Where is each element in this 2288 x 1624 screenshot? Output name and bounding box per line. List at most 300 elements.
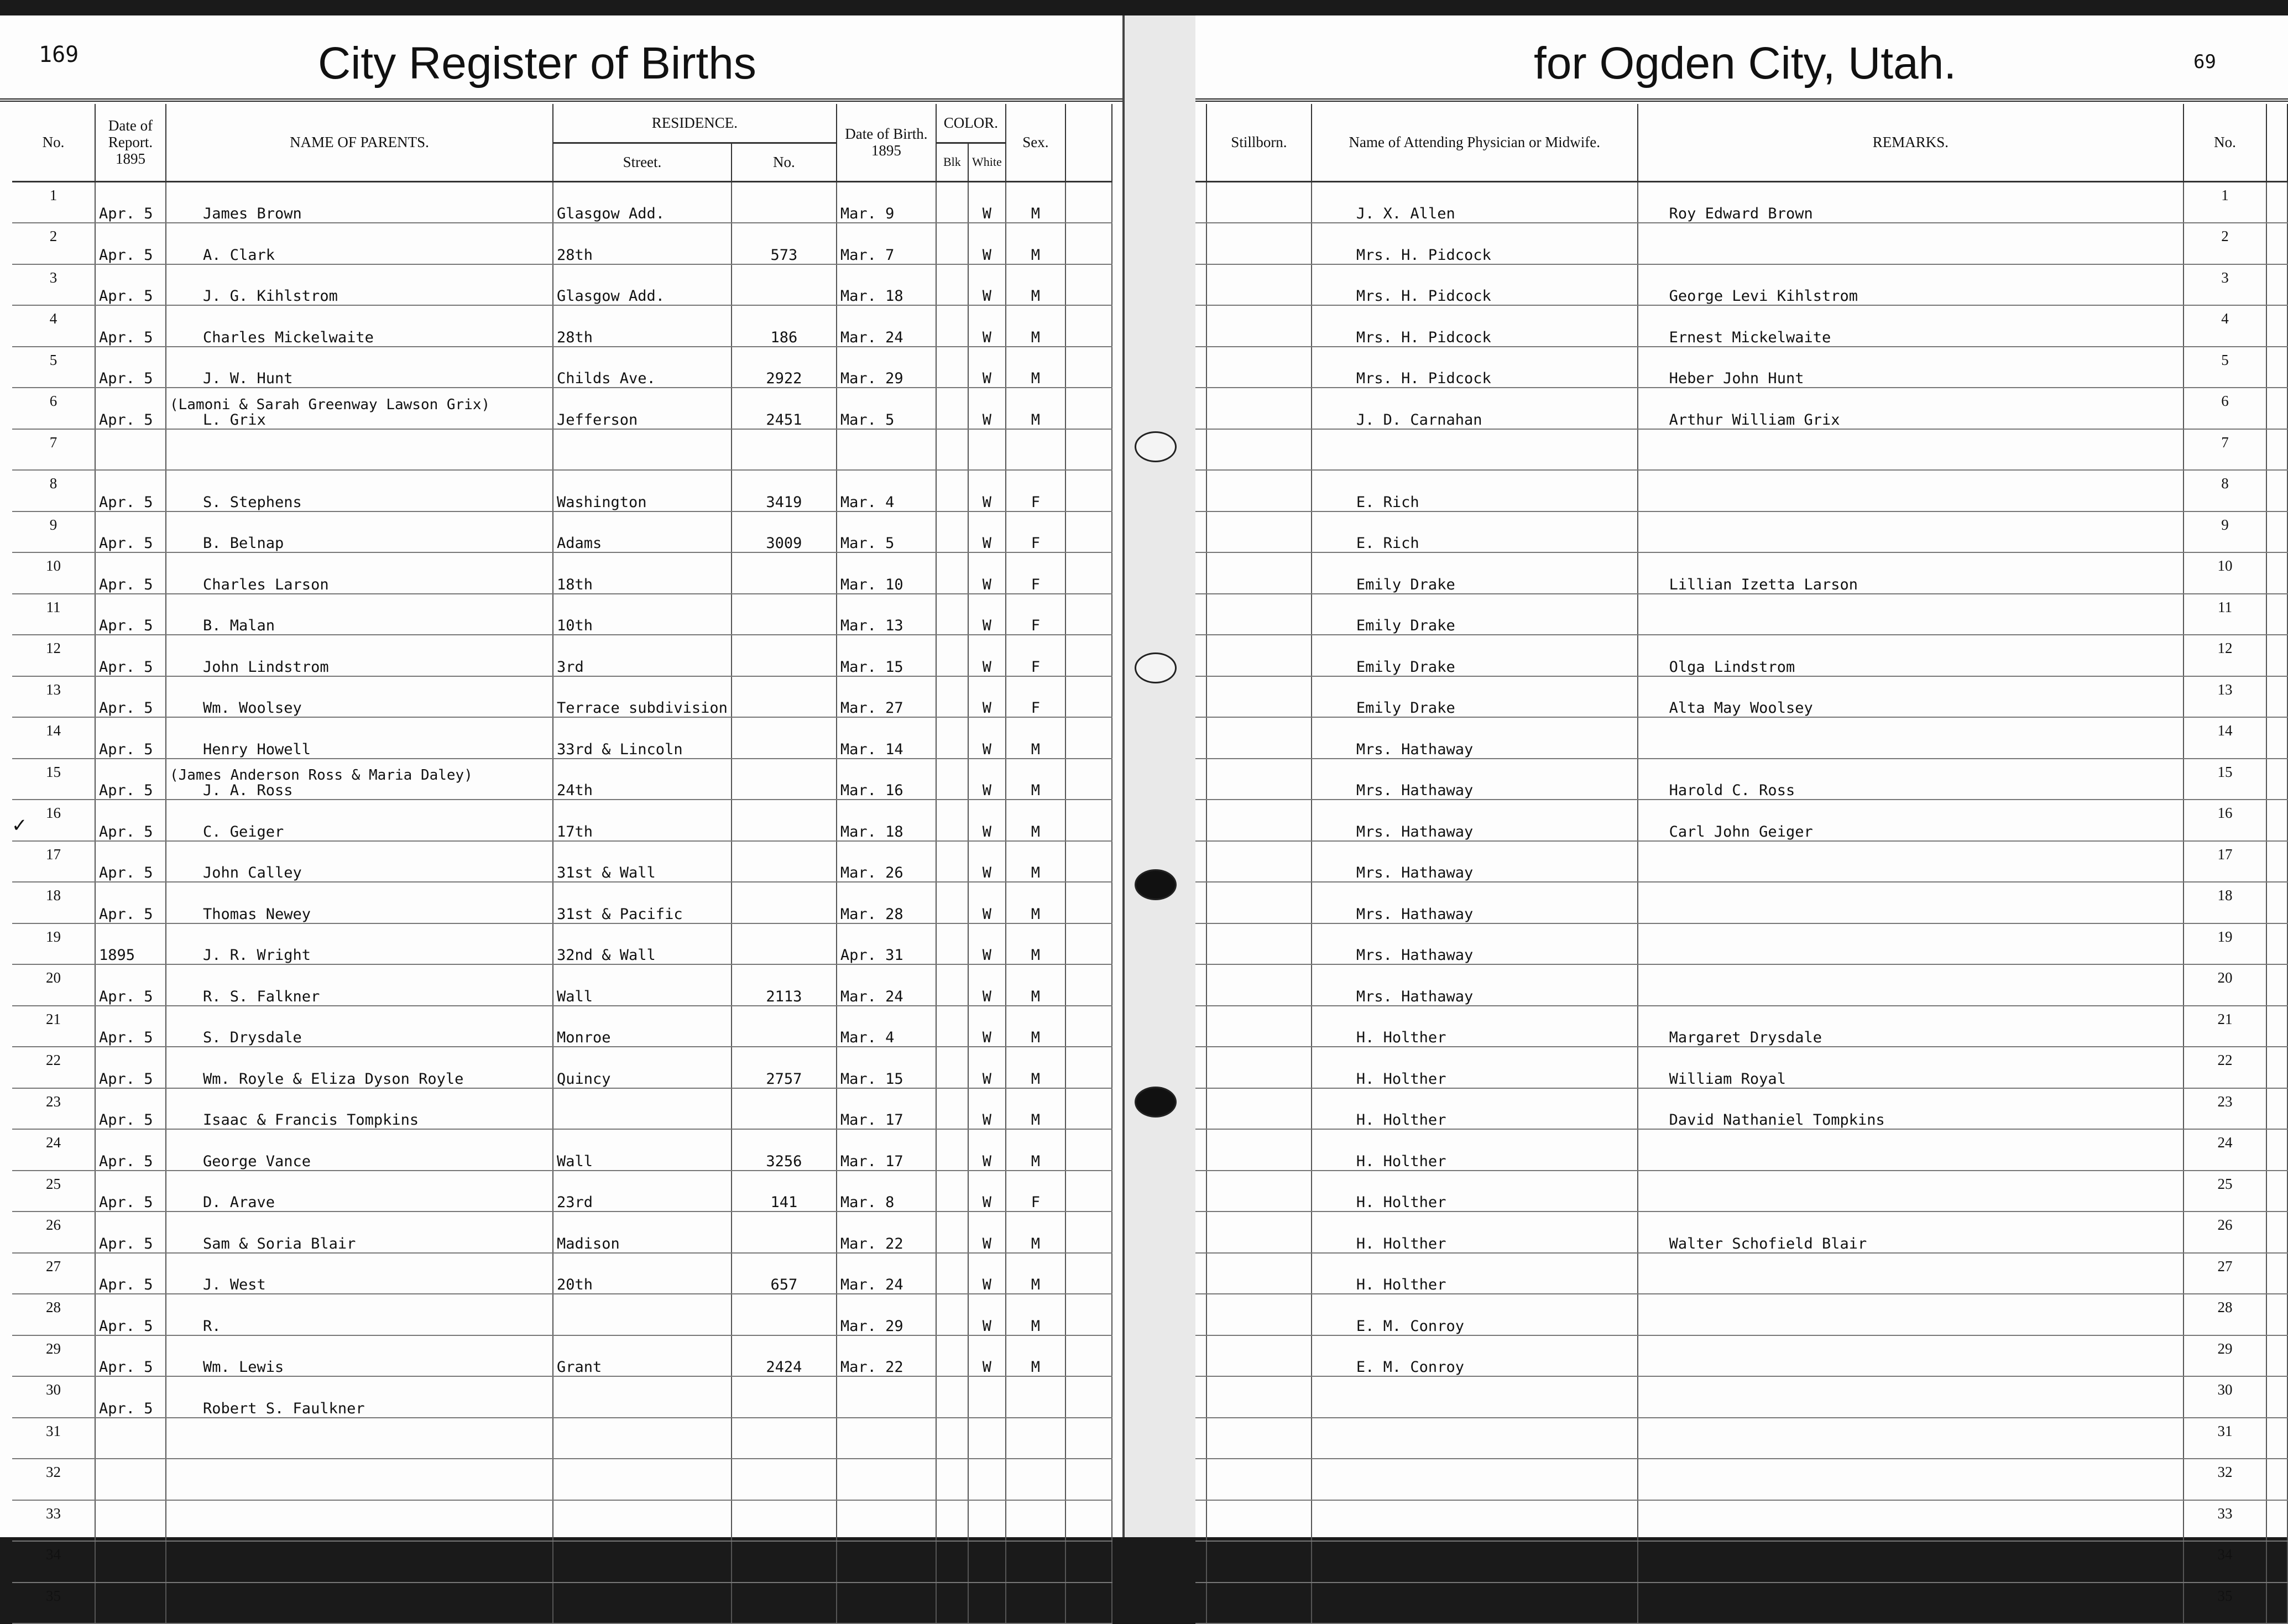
color-white: W (968, 181, 1006, 223)
margin (1195, 1006, 1206, 1047)
street: Madison (553, 1212, 732, 1253)
physician: E. Rich (1312, 511, 1638, 553)
sex (1006, 1459, 1065, 1500)
stillborn (1206, 181, 1312, 223)
color-blk (936, 1006, 968, 1047)
color-white: W (968, 882, 1006, 923)
table-row (1195, 1459, 2287, 1500)
entry-no: 20 (2183, 964, 2266, 1006)
margin (1195, 800, 1206, 841)
parents-note: (Lamoni & Sarah Greenway Lawson Grix) (170, 396, 490, 413)
stillborn (1206, 223, 1312, 264)
entry-no: 25 (2183, 1171, 2266, 1212)
color-blk (936, 759, 968, 800)
entry-no: 22 (12, 1047, 95, 1088)
date-of-report (95, 429, 166, 471)
col-header-date-of-birth: Date of Birth. 1895 (837, 104, 936, 181)
entry-no: 21 (12, 1006, 95, 1047)
date-of-birth: Mar. 16 (837, 759, 936, 800)
blank (1065, 1006, 1112, 1047)
color-white: W (968, 470, 1006, 511)
margin (1195, 552, 1206, 594)
entry-no: 1 (2183, 181, 2266, 223)
color-blk (936, 511, 968, 553)
name-of-parents: R. (166, 1294, 553, 1335)
edge (2266, 1583, 2287, 1624)
table-row (1195, 923, 2287, 965)
street-no (732, 882, 837, 923)
date-of-birth: Mar. 26 (837, 841, 936, 883)
physician: Mrs. Hathaway (1312, 800, 1638, 841)
name-of-parents (166, 1500, 553, 1542)
color-blk (936, 1541, 968, 1583)
sex: M (1006, 347, 1065, 388)
color-blk (936, 676, 968, 718)
table-row (12, 800, 1112, 841)
edge (2266, 1459, 2287, 1500)
remarks (1638, 470, 2183, 511)
blank (1065, 635, 1112, 676)
physician: Mrs. Hathaway (1312, 964, 1638, 1006)
date-of-birth: Mar. 17 (837, 1088, 936, 1130)
physician: H. Holther (1312, 1171, 1638, 1212)
date-of-report: Apr. 5 (95, 1212, 166, 1253)
edge (2266, 305, 2287, 347)
blank (1065, 1171, 1112, 1212)
color-white: W (968, 923, 1006, 965)
entry-no: 6 (12, 388, 95, 429)
date-of-birth: Mar. 5 (837, 511, 936, 553)
margin (1195, 223, 1206, 264)
color-blk (936, 1212, 968, 1253)
margin (1195, 429, 1206, 471)
edge (2266, 388, 2287, 429)
name-of-parents: Sam & Soria Blair (166, 1212, 553, 1253)
name-of-parents: John Calley (166, 841, 553, 883)
edge (2266, 1418, 2287, 1459)
margin (1195, 1583, 1206, 1624)
edge (2266, 1294, 2287, 1335)
physician: H. Holther (1312, 1088, 1638, 1130)
name-of-parents: Isaac & Francis Tompkins (166, 1088, 553, 1130)
date-of-report: Apr. 5 (95, 841, 166, 883)
color-blk (936, 388, 968, 429)
entry-no: 14 (2183, 717, 2266, 759)
entry-no: 27 (12, 1253, 95, 1294)
stillborn (1206, 1006, 1312, 1047)
street-no: 3009 (732, 511, 837, 553)
physician: Mrs. H. Pidcock (1312, 264, 1638, 306)
col-header-remarks: REMARKS. (1638, 104, 2183, 181)
name-of-parents: D. Arave (166, 1171, 553, 1212)
entry-no: 23 (12, 1088, 95, 1130)
street: 28th (553, 305, 732, 347)
blank (1065, 676, 1112, 718)
color-white: W (968, 1047, 1006, 1088)
remarks (1638, 1459, 2183, 1500)
table-row (12, 964, 1112, 1006)
street-no (732, 264, 837, 306)
blank (1065, 1212, 1112, 1253)
physician (1312, 1583, 1638, 1624)
color-blk (936, 1047, 968, 1088)
physician: Emily Drake (1312, 594, 1638, 635)
date-of-birth: Mar. 14 (837, 717, 936, 759)
color-blk (936, 800, 968, 841)
table-row (1195, 470, 2287, 511)
entry-no: 17 (12, 841, 95, 883)
blank (1065, 223, 1112, 264)
street-no: 2451 (732, 388, 837, 429)
name-of-parents: A. Clark (166, 223, 553, 264)
remarks: Carl John Geiger (1638, 800, 2183, 841)
date-of-report: Apr. 5 (95, 1253, 166, 1294)
edge (2266, 1376, 2287, 1418)
street-no: 573 (732, 223, 837, 264)
births-table-right (1195, 104, 2288, 1624)
sex: M (1006, 388, 1065, 429)
stillborn (1206, 305, 1312, 347)
sex: F (1006, 676, 1065, 718)
table-row (12, 635, 1112, 676)
physician: J. D. Carnahan (1312, 388, 1638, 429)
entry-no: 35 (12, 1583, 95, 1624)
entry-no: 15 (2183, 759, 2266, 800)
margin (1195, 1088, 1206, 1130)
entry-no: 31 (2183, 1418, 2266, 1459)
sex: M (1006, 1212, 1065, 1253)
table-row (12, 1583, 1112, 1624)
blank (1065, 1088, 1112, 1130)
stillborn (1206, 552, 1312, 594)
entry-no: 30 (2183, 1376, 2266, 1418)
street: Wall (553, 1129, 732, 1171)
margin (1195, 388, 1206, 429)
stillborn (1206, 1253, 1312, 1294)
edge (2266, 223, 2287, 264)
stillborn (1206, 594, 1312, 635)
entry-no: 13 (2183, 676, 2266, 718)
table-row (1195, 1376, 2287, 1418)
folio-left: 169 (39, 42, 79, 67)
physician (1312, 1376, 1638, 1418)
table-row (12, 1006, 1112, 1047)
street-no (732, 1294, 837, 1335)
color-white: W (968, 676, 1006, 718)
table-row (12, 1171, 1112, 1212)
street (553, 1583, 732, 1624)
edge (2266, 717, 2287, 759)
table-row (12, 882, 1112, 923)
street: Glasgow Add. (553, 264, 732, 306)
date-of-report (95, 1541, 166, 1583)
date-of-birth: Mar. 18 (837, 264, 936, 306)
entry-no: 34 (2183, 1541, 2266, 1583)
sex: M (1006, 1129, 1065, 1171)
sex: M (1006, 223, 1065, 264)
table-row (12, 1088, 1112, 1130)
blank (1065, 181, 1112, 223)
name-of-parents: (James Anderson Ross & Maria Daley) J. A. Ross (166, 759, 553, 800)
remarks (1638, 717, 2183, 759)
entry-no: 27 (2183, 1253, 2266, 1294)
entry-no: 2 (2183, 223, 2266, 264)
color-blk (936, 1129, 968, 1171)
date-of-report: Apr. 5 (95, 511, 166, 553)
remarks (1638, 1129, 2183, 1171)
table-row (12, 1459, 1112, 1500)
sex (1006, 1583, 1065, 1624)
date-of-birth: Mar. 17 (837, 1129, 936, 1171)
street-no (732, 635, 837, 676)
page-title-right: for Ogden City, Utah. (1534, 38, 1957, 88)
entry-no: 32 (2183, 1459, 2266, 1500)
entry-no: 28 (2183, 1294, 2266, 1335)
parents-note: (James Anderson Ross & Maria Daley) (170, 767, 473, 784)
sex: M (1006, 1335, 1065, 1377)
sex: M (1006, 1006, 1065, 1047)
date-of-birth (837, 1418, 936, 1459)
date-of-birth: Mar. 22 (837, 1335, 936, 1377)
birth-year: 1895 (871, 142, 901, 159)
blank (1065, 882, 1112, 923)
color-blk (936, 1418, 968, 1459)
table-row (12, 511, 1112, 553)
remarks: Walter Schofield Blair (1638, 1212, 2183, 1253)
physician: J. X. Allen (1312, 181, 1638, 223)
margin (1195, 594, 1206, 635)
table-row (12, 1500, 1112, 1542)
stillborn (1206, 264, 1312, 306)
name-of-parents (166, 1418, 553, 1459)
entry-no: 12 (12, 635, 95, 676)
date-of-birth: Mar. 4 (837, 470, 936, 511)
date-of-birth: Mar. 5 (837, 388, 936, 429)
table-row (12, 470, 1112, 511)
remarks (1638, 923, 2183, 965)
street: 28th (553, 223, 732, 264)
margin (1195, 1500, 1206, 1542)
date-of-birth (837, 429, 936, 471)
street: Grant (553, 1335, 732, 1377)
table-row (1195, 552, 2287, 594)
street (553, 1294, 732, 1335)
color-white (968, 1583, 1006, 1624)
binding-hole (1135, 869, 1177, 900)
edge (2266, 594, 2287, 635)
table-row (12, 717, 1112, 759)
margin (1195, 1459, 1206, 1500)
sex: M (1006, 800, 1065, 841)
binding-hole (1135, 652, 1177, 683)
date-of-birth: Mar. 7 (837, 223, 936, 264)
street: Adams (553, 511, 732, 553)
name-of-parents: John Lindstrom (166, 635, 553, 676)
name-of-parents: B. Malan (166, 594, 553, 635)
entry-no: 21 (2183, 1006, 2266, 1047)
blank (1065, 594, 1112, 635)
color-blk (936, 1171, 968, 1212)
table-row (1195, 305, 2287, 347)
stillborn (1206, 1583, 1312, 1624)
date-of-report: Apr. 5 (95, 1129, 166, 1171)
stillborn (1206, 841, 1312, 883)
name-of-parents: Robert S. Faulkner (166, 1376, 553, 1418)
entry-no: 24 (12, 1129, 95, 1171)
street-no: 186 (732, 305, 837, 347)
stillborn (1206, 1212, 1312, 1253)
entry-no: 32 (12, 1459, 95, 1500)
stillborn (1206, 470, 1312, 511)
street-no (732, 1500, 837, 1542)
edge (2266, 1500, 2287, 1542)
edge (2266, 800, 2287, 841)
color-blk (936, 264, 968, 306)
table-row (12, 305, 1112, 347)
entry-no: 5 (12, 347, 95, 388)
color-white: W (968, 1171, 1006, 1212)
date-of-report: Apr. 5 (95, 347, 166, 388)
entry-no: ✓ 16 (12, 800, 95, 841)
table-row (1195, 594, 2287, 635)
col-header-street-no: No. (732, 143, 837, 181)
street (553, 429, 732, 471)
street-no: 2113 (732, 964, 837, 1006)
color-white: W (968, 1253, 1006, 1294)
remarks (1638, 511, 2183, 553)
sex: M (1006, 1294, 1065, 1335)
physician: Mrs. Hathaway (1312, 759, 1638, 800)
stillborn (1206, 1541, 1312, 1583)
street: 31st & Wall (553, 841, 732, 883)
margin (1195, 759, 1206, 800)
entry-no: 7 (12, 429, 95, 471)
color-white: W (968, 841, 1006, 883)
color-white (968, 1376, 1006, 1418)
date-of-birth: Mar. 18 (837, 800, 936, 841)
physician: H. Holther (1312, 1253, 1638, 1294)
street-no (732, 717, 837, 759)
table-row (1195, 717, 2287, 759)
edge (2266, 635, 2287, 676)
right-page (1195, 15, 2288, 1604)
stillborn (1206, 964, 1312, 1006)
street-no: 2757 (732, 1047, 837, 1088)
color-white: W (968, 1212, 1006, 1253)
margin (1195, 717, 1206, 759)
col-header-margin (1195, 104, 1206, 181)
date-of-report: Apr. 5 (95, 1171, 166, 1212)
street: 17th (553, 800, 732, 841)
blank (1065, 841, 1112, 883)
street: 10th (553, 594, 732, 635)
check-mark: ✓ (12, 816, 28, 836)
name-of-parents: R. S. Falkner (166, 964, 553, 1006)
entry-no: 15 (12, 759, 95, 800)
date-of-birth: Mar. 24 (837, 305, 936, 347)
color-white: W (968, 264, 1006, 306)
sex: F (1006, 511, 1065, 553)
col-header-date-of-report: Date of Report. 1895 (95, 104, 166, 181)
book-spine (1122, 15, 1200, 1537)
color-blk (936, 429, 968, 471)
name-of-parents: Henry Howell (166, 717, 553, 759)
table-row (1195, 1583, 2287, 1624)
date-of-birth (837, 1459, 936, 1500)
color-white: W (968, 1088, 1006, 1130)
stillborn (1206, 800, 1312, 841)
physician: Mrs. H. Pidcock (1312, 223, 1638, 264)
stillborn (1206, 1418, 1312, 1459)
sex: M (1006, 264, 1065, 306)
edge (2266, 964, 2287, 1006)
color-white: W (968, 1335, 1006, 1377)
entry-no: 11 (2183, 594, 2266, 635)
entry-no: 19 (12, 923, 95, 965)
physician: Mrs. Hathaway (1312, 841, 1638, 883)
sex (1006, 1541, 1065, 1583)
left-page (0, 15, 1122, 1604)
entry-no: 2 (12, 223, 95, 264)
sex: F (1006, 635, 1065, 676)
entry-no: 9 (2183, 511, 2266, 553)
col-header-white: White (968, 143, 1006, 181)
col-header-blank (1065, 104, 1112, 181)
street-no: 657 (732, 1253, 837, 1294)
color-blk (936, 964, 968, 1006)
entry-no: 24 (2183, 1129, 2266, 1171)
remarks: Olga Lindstrom (1638, 635, 2183, 676)
edge (2266, 1541, 2287, 1583)
entry-no: 9 (12, 511, 95, 553)
color-blk (936, 923, 968, 965)
table-row (1195, 223, 2287, 264)
remarks: David Nathaniel Tompkins (1638, 1088, 2183, 1130)
col-header-name-of-parents: NAME OF PARENTS. (166, 104, 553, 181)
table-row (1195, 1335, 2287, 1377)
street: 32nd & Wall (553, 923, 732, 965)
street-no: 3419 (732, 470, 837, 511)
stillborn (1206, 511, 1312, 553)
entry-no: 7 (2183, 429, 2266, 471)
blank (1065, 1047, 1112, 1088)
street: 24th (553, 759, 732, 800)
remarks: Heber John Hunt (1638, 347, 2183, 388)
name-of-parents: Wm. Woolsey (166, 676, 553, 718)
date-of-birth: Mar. 15 (837, 1047, 936, 1088)
table-row (12, 1129, 1112, 1171)
physician (1312, 429, 1638, 471)
sex: M (1006, 1253, 1065, 1294)
color-white: W (968, 759, 1006, 800)
stillborn (1206, 1129, 1312, 1171)
color-white: W (968, 511, 1006, 553)
street: Childs Ave. (553, 347, 732, 388)
date-of-birth: Mar. 8 (837, 1171, 936, 1212)
street-no: 2424 (732, 1335, 837, 1377)
entry-no: 20 (12, 964, 95, 1006)
remarks: William Royal (1638, 1047, 2183, 1088)
physician: E. Rich (1312, 470, 1638, 511)
street: Monroe (553, 1006, 732, 1047)
col-header-residence: RESIDENCE. (553, 104, 837, 143)
entry-no: 22 (2183, 1047, 2266, 1088)
color-blk (936, 1088, 968, 1130)
entry-no: 3 (12, 264, 95, 306)
street (553, 1459, 732, 1500)
street-no (732, 676, 837, 718)
physician: Mrs. Hathaway (1312, 923, 1638, 965)
